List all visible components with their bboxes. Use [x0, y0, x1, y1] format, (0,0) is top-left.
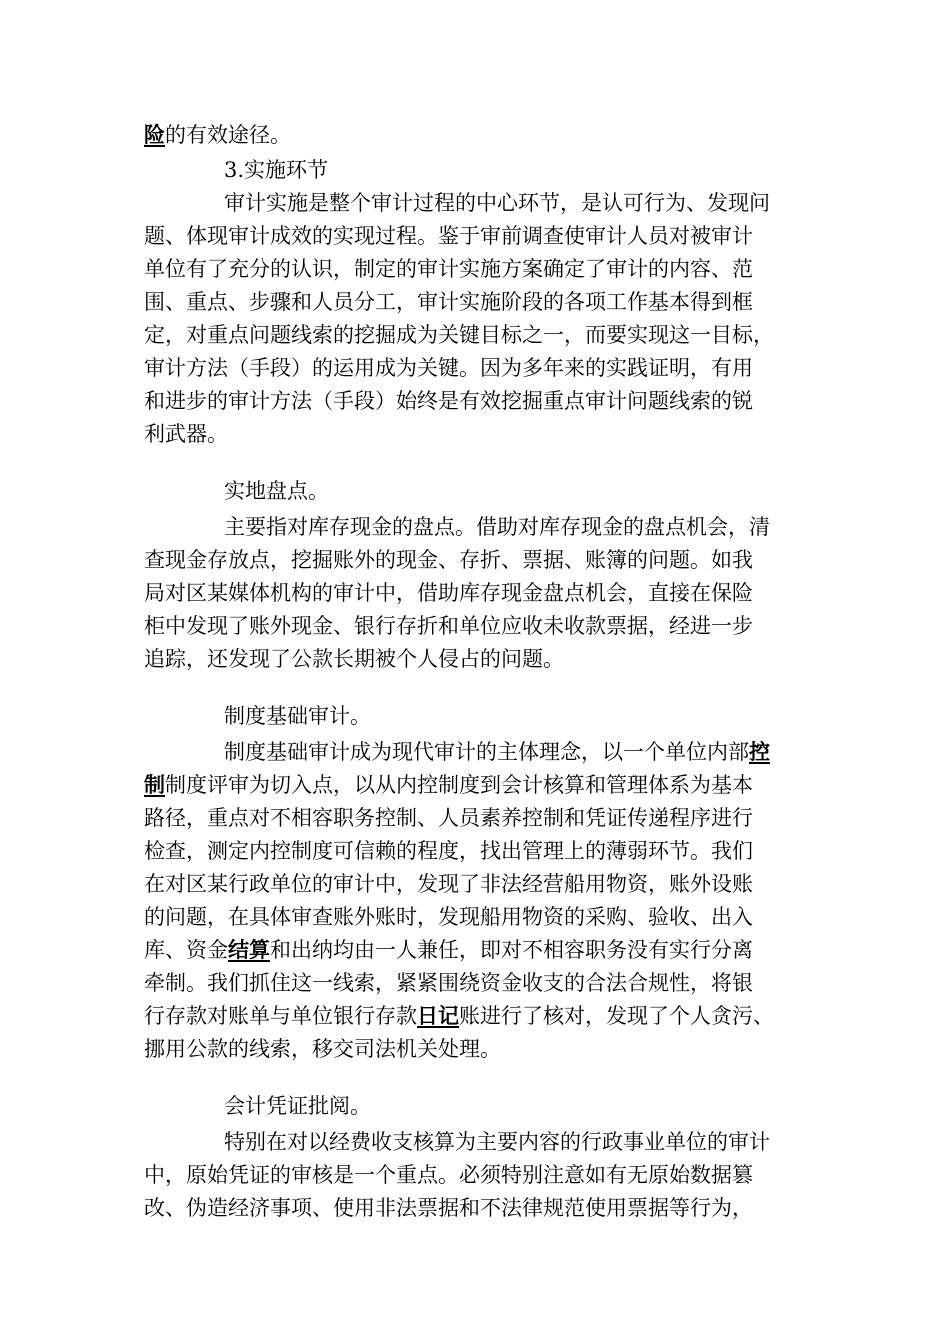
- text-line: 路径，重点对不相容职务控制、人员素养控制和凭证传递程序进行: [144, 806, 753, 830]
- section-heading: 3.实施环节: [224, 158, 329, 182]
- paragraph-first-line: 审计实施是整个审计过程的中心环节，是认可行为、发现问: [224, 191, 770, 215]
- text-line: 的问题，在具体审查账外账时，发现船用物资的采购、验收、出入: [144, 905, 753, 929]
- text-line: 在对区某行政单位的审计中，发现了非法经营船用物资，账外设账: [144, 872, 753, 896]
- text-line: 和进步的审计方法（手段）始终是有效挖掘重点审计问题线索的锐: [144, 389, 753, 413]
- text-fragment: 行存款对账单与单位银行存款: [144, 1004, 417, 1028]
- text-line: 围、重点、步骤和人员分工，审计实施阶段的各项工作基本得到框: [144, 290, 753, 314]
- text-line: [144, 118, 291, 152]
- keyword-link-xian[interactable]: 险: [144, 122, 165, 147]
- text-fragment: 制度评审为切入点，以从内控制度到会计核算和管理体系为基本: [165, 773, 753, 797]
- text-line: 查现金存放点，挖掘账外的现金、存折、票据、账簿的问题。如我: [144, 548, 753, 572]
- subheading: 会计凭证批阅。: [224, 1094, 371, 1118]
- text-line: 牵制。我们抓住这一线索，紧紧围绕资金收支的合法合规性，将银: [144, 971, 753, 995]
- subheading: 制度基础审计。: [224, 704, 371, 728]
- subheading: 实地盘点。: [224, 479, 329, 503]
- text-line: 审计方法（手段）的运用成为关键。因为多年来的实践证明，有用: [144, 356, 753, 380]
- text-line: [144, 933, 753, 967]
- text-line: 检查，测定内控制度可信赖的程度，找出管理上的薄弱环节。我们: [144, 839, 753, 863]
- paragraph-first-line: 特别在对以经费收支核算为主要内容的行政事业单位的审计: [224, 1130, 770, 1154]
- text-line: [144, 768, 753, 802]
- text-fragment: 账进行了核对，发现了个人贪污、: [459, 1004, 774, 1028]
- text-line: 中，原始凭证的审核是一个重点。必须特别注意如有无原始数据篡: [144, 1163, 753, 1187]
- keyword-link-riji[interactable]: 日记: [417, 1003, 459, 1028]
- text-line: 柜中发现了账外现金、银行存折和单位应收未收款票据，经进一步: [144, 614, 753, 638]
- keyword-link-zhi[interactable]: 制: [144, 772, 165, 797]
- text-fragment: 制度基础审计成为现代审计的主体理念，以一个单位内部: [224, 740, 749, 764]
- text-line: [144, 999, 774, 1033]
- text-line: 利武器。: [144, 422, 228, 446]
- paragraph-first-line: 主要指对库存现金的盘点。借助对库存现金的盘点机会，清: [224, 515, 770, 539]
- keyword-link-kong[interactable]: 控: [749, 739, 770, 764]
- text-line: 题、体现审计成效的实现过程。鉴于审前调查使审计人员对被审计: [144, 224, 753, 248]
- keyword-link-jiesuan[interactable]: 结算: [228, 937, 270, 962]
- paragraph-first-line: [224, 735, 770, 769]
- text-line: 定，对重点问题线索的挖掘成为关键目标之一，而要实现这一目标，: [144, 323, 774, 347]
- text-line: 追踪，还发现了公款长期被个人侵占的问题。: [144, 647, 564, 671]
- text-fragment: 的有效途径。: [165, 123, 291, 147]
- text-fragment: 库、资金: [144, 938, 228, 962]
- text-line: 改、伪造经济事项、使用非法票据和不法律规范使用票据等行为，: [144, 1196, 753, 1220]
- text-line: 单位有了充分的认识，制定的审计实施方案确定了审计的内容、范: [144, 257, 753, 281]
- text-fragment: 和出纳均由一人兼任，即对不相容职务没有实行分离: [270, 938, 753, 962]
- text-line: 挪用公款的线索，移交司法机关处理。: [144, 1037, 501, 1061]
- text-line: 局对区某媒体机构的审计中，借助库存现金盘点机会，直接在保险: [144, 581, 753, 605]
